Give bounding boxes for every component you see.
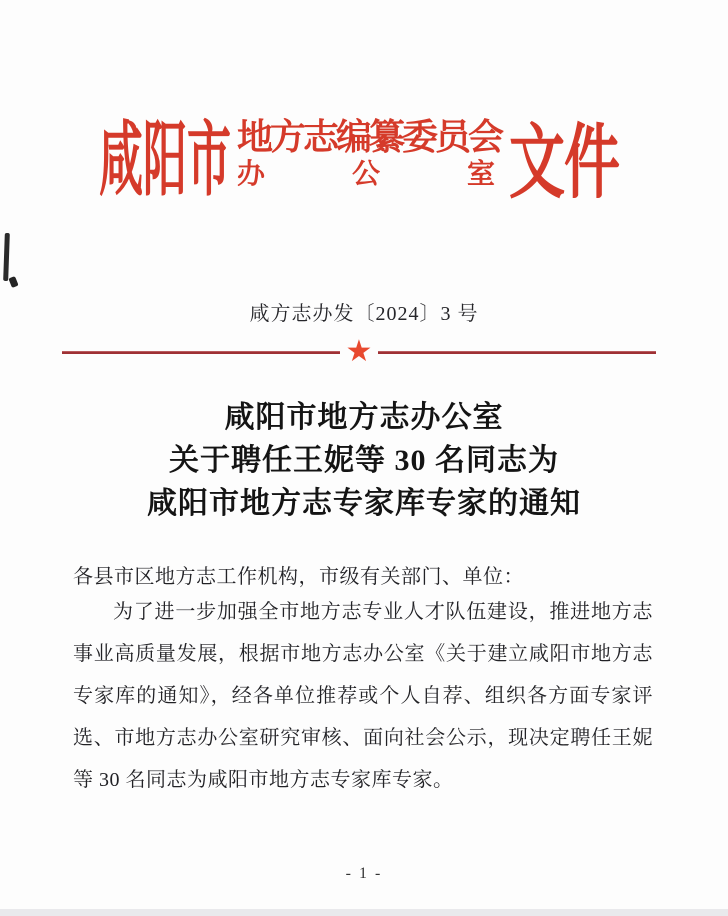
paragraph-line: 为了进一步加强全市地方志专业人才队伍建设，推进地方志 (113, 601, 653, 623)
org-name-committee: 地方志编纂委员会 (237, 117, 502, 157)
org-name-office (237, 161, 495, 189)
org-name-middle (237, 117, 502, 190)
document-title (0, 396, 728, 525)
org-office-char: 公 (351, 159, 380, 190)
scan-bottom-edge (0, 909, 728, 916)
document-word: 文件 (509, 119, 619, 210)
org-name-city: 咸阳市 (99, 115, 231, 207)
document-number: 咸方志办发〔2024〕3 号 (249, 303, 479, 325)
org-office-char: 办 (237, 159, 266, 190)
scan-artifact-dot (8, 276, 18, 288)
red-divider-left-segment (62, 351, 340, 354)
title-line-3: 咸阳市地方志专家库专家的通知 (147, 487, 581, 520)
red-divider (62, 334, 656, 369)
salutation: 各县市区地方志工作机构，市级有关部门、单位： (73, 566, 524, 588)
paragraph-line: 专家库的通知》，经各单位推荐或个人自荐、组织各方面专家评 (73, 685, 653, 707)
title-line-1: 咸阳市地方志办公室 (224, 401, 504, 434)
paragraph-line: 选、市地方志办公室研究审核、面向社会公示，现决定聘任王妮 (73, 727, 653, 749)
scan-artifact-streak (3, 233, 10, 281)
title-line-2: 关于聘任王妮等 30 名同志为 (169, 444, 559, 477)
paragraph-line: 事业高质量发展，根据市地方志办公室《关于建立咸阳市地方志 (73, 643, 653, 665)
document-body (73, 564, 653, 801)
red-divider-right-segment (378, 351, 656, 354)
org-office-char: 室 (466, 159, 495, 190)
page-number: - 1 - (345, 865, 383, 882)
red-star-icon: ★ (345, 334, 373, 369)
paragraph-line: 等 30 名同志为咸阳市地方志专家库专家。 (73, 769, 454, 791)
